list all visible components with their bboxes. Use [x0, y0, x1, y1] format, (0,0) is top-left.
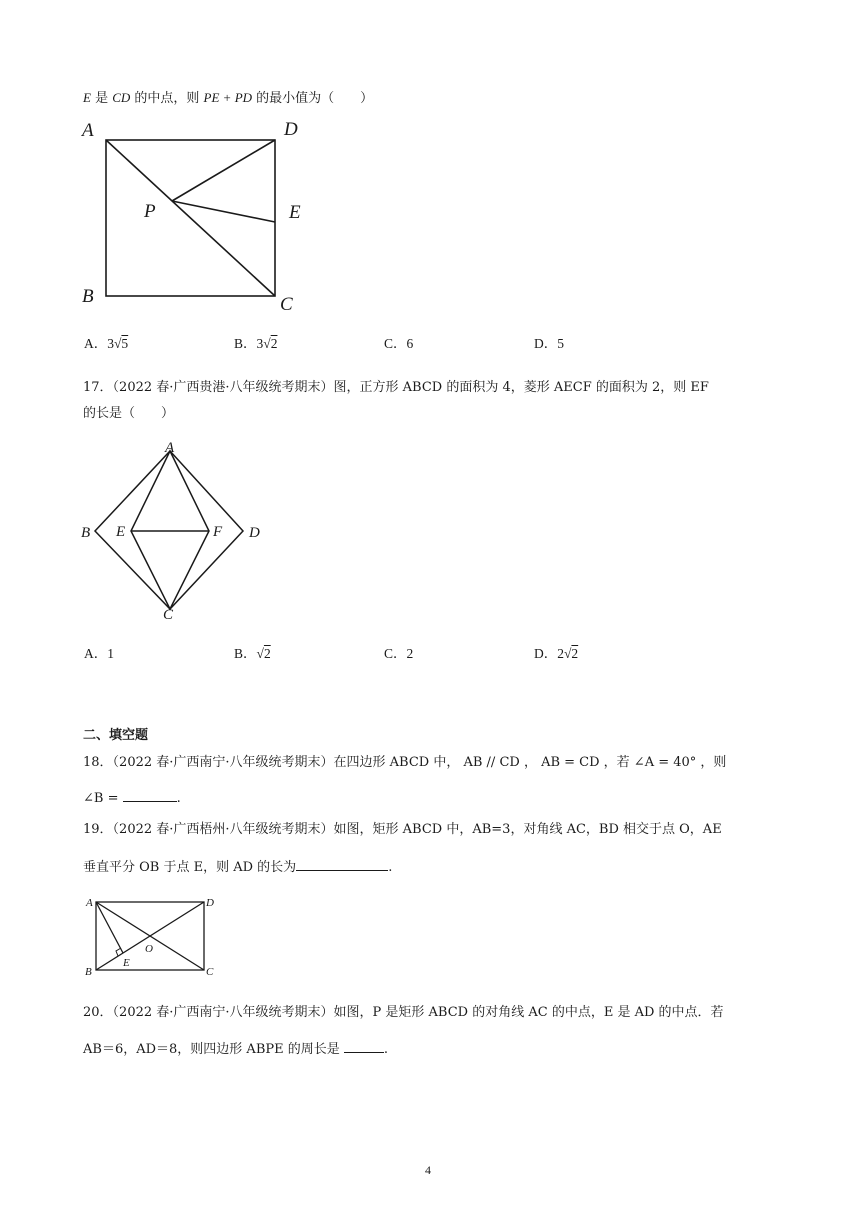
- label-b: B: [85, 966, 92, 978]
- figure-q19-rectangle: [80, 890, 230, 982]
- q16-text3: 的最小值为（ ）: [252, 91, 374, 106]
- option-radicand: 2: [263, 646, 271, 661]
- q18-answer-blank[interactable]: [123, 787, 177, 802]
- q19-stem-line2: [83, 856, 392, 878]
- sqrt-symbol: √: [564, 646, 572, 661]
- q16-stem-tail: [83, 88, 373, 109]
- q16-text1: 是: [90, 91, 113, 106]
- option-letter: B．: [234, 336, 257, 351]
- label-a: A: [86, 897, 93, 909]
- q18-stem-line1: 18．（2022 春·广西南宁·八年级统考期末）在四边形 ABCD 中， AB // CD ， AB = CD ，若 ∠A = 40° ，则: [83, 755, 727, 770]
- var-cd: CD: [112, 90, 131, 105]
- q20-period: .: [383, 1042, 389, 1057]
- option-letter: C．: [384, 336, 407, 351]
- option-radicand: 5: [121, 336, 129, 351]
- diagonal-ac: [106, 140, 275, 296]
- q20-answer-blank[interactable]: [344, 1038, 384, 1053]
- label-p: P: [144, 201, 156, 222]
- q17-option-b[interactable]: [234, 642, 271, 662]
- q16-option-d[interactable]: [534, 332, 564, 352]
- segment-ae: [96, 902, 123, 953]
- label-o: O: [145, 943, 153, 955]
- option-radicand: 2: [270, 336, 278, 351]
- q16-option-a[interactable]: [84, 332, 128, 352]
- q16-option-b[interactable]: [234, 332, 277, 352]
- label-e: E: [123, 957, 130, 969]
- option-value: 5: [557, 336, 564, 351]
- label-f: F: [213, 524, 223, 540]
- figure-q16-square: [70, 112, 330, 317]
- q16-text2: 的中点，则: [130, 91, 204, 106]
- q18-stem-line2: [83, 787, 181, 809]
- q19-answer-blank[interactable]: [296, 856, 388, 871]
- option-value: 2: [406, 646, 414, 661]
- label-b: B: [81, 525, 91, 541]
- option-coef: 3: [107, 336, 114, 351]
- label-e: E: [116, 524, 126, 540]
- q20-stem-line2: [83, 1038, 388, 1060]
- q19-text: 垂直平分 OB 于点 E，则 AD 的长为: [83, 860, 297, 875]
- label-e: E: [289, 202, 301, 223]
- option-letter: D．: [534, 336, 558, 351]
- q20-text: AB＝6，AD＝8，则四边形 ABPE 的周长是: [83, 1042, 344, 1057]
- q18-angle-b: ∠B =: [83, 791, 123, 806]
- figure-q17-square-rhombus: [72, 440, 272, 622]
- q17-stem-line1: 17．（2022 春·广西贵港·八年级统考期末）图，正方形 ABCD 的面积为 4，菱形 AECF 的面积为 2，则 EF: [83, 380, 709, 395]
- q16-option-c[interactable]: [384, 332, 413, 352]
- rhombus-aecf: [131, 451, 209, 609]
- q19-stem-line1: 19．（2022 春·广西梧州·八年级统考期末）如图，矩形 ABCD 中，AB=3，对角线 AC，BD 相交于点 O，AE: [83, 822, 722, 837]
- option-coef: 3: [256, 336, 264, 351]
- q17-option-a[interactable]: [84, 642, 114, 662]
- label-c: C: [206, 966, 214, 978]
- section-heading-fill-in: 二、填空题: [83, 728, 149, 743]
- q17-option-d[interactable]: [534, 642, 578, 662]
- label-d: D: [206, 897, 214, 909]
- option-value: 1: [107, 646, 114, 661]
- q20-stem-line1: 20．（2022 春·广西南宁·八年级统考期末）如图，P 是矩形 ABCD 的对角线 AC 的中点，E 是 AD 的中点．若: [83, 1005, 724, 1020]
- option-coef: 2: [557, 646, 564, 661]
- label-a: A: [165, 440, 175, 456]
- sqrt-symbol: √: [263, 336, 271, 351]
- option-letter: B．: [234, 646, 257, 661]
- sqrt-symbol: √: [256, 646, 264, 661]
- segment-pe: [172, 201, 275, 222]
- var-pe-pd: PE + PD: [203, 90, 253, 105]
- label-b: B: [82, 286, 94, 307]
- label-c: C: [163, 607, 174, 622]
- option-radicand: 2: [571, 646, 579, 661]
- var-e: E: [83, 90, 91, 105]
- label-c: C: [280, 294, 293, 315]
- segment-pd: [172, 140, 275, 201]
- q19-period: .: [388, 860, 393, 875]
- page-number: 4: [425, 1163, 431, 1177]
- label-a: A: [82, 120, 94, 141]
- label-d: D: [284, 119, 298, 140]
- label-d: D: [249, 525, 260, 541]
- sqrt-symbol: √: [114, 336, 122, 351]
- option-letter: D．: [534, 646, 558, 661]
- option-letter: C．: [384, 646, 407, 661]
- option-letter: A．: [84, 336, 108, 351]
- q18-period: .: [176, 791, 181, 806]
- option-letter: A．: [84, 646, 108, 661]
- q17-stem-line2: 的长是（ ）: [83, 406, 175, 421]
- q17-option-c[interactable]: [384, 642, 413, 662]
- option-value: 6: [406, 336, 414, 351]
